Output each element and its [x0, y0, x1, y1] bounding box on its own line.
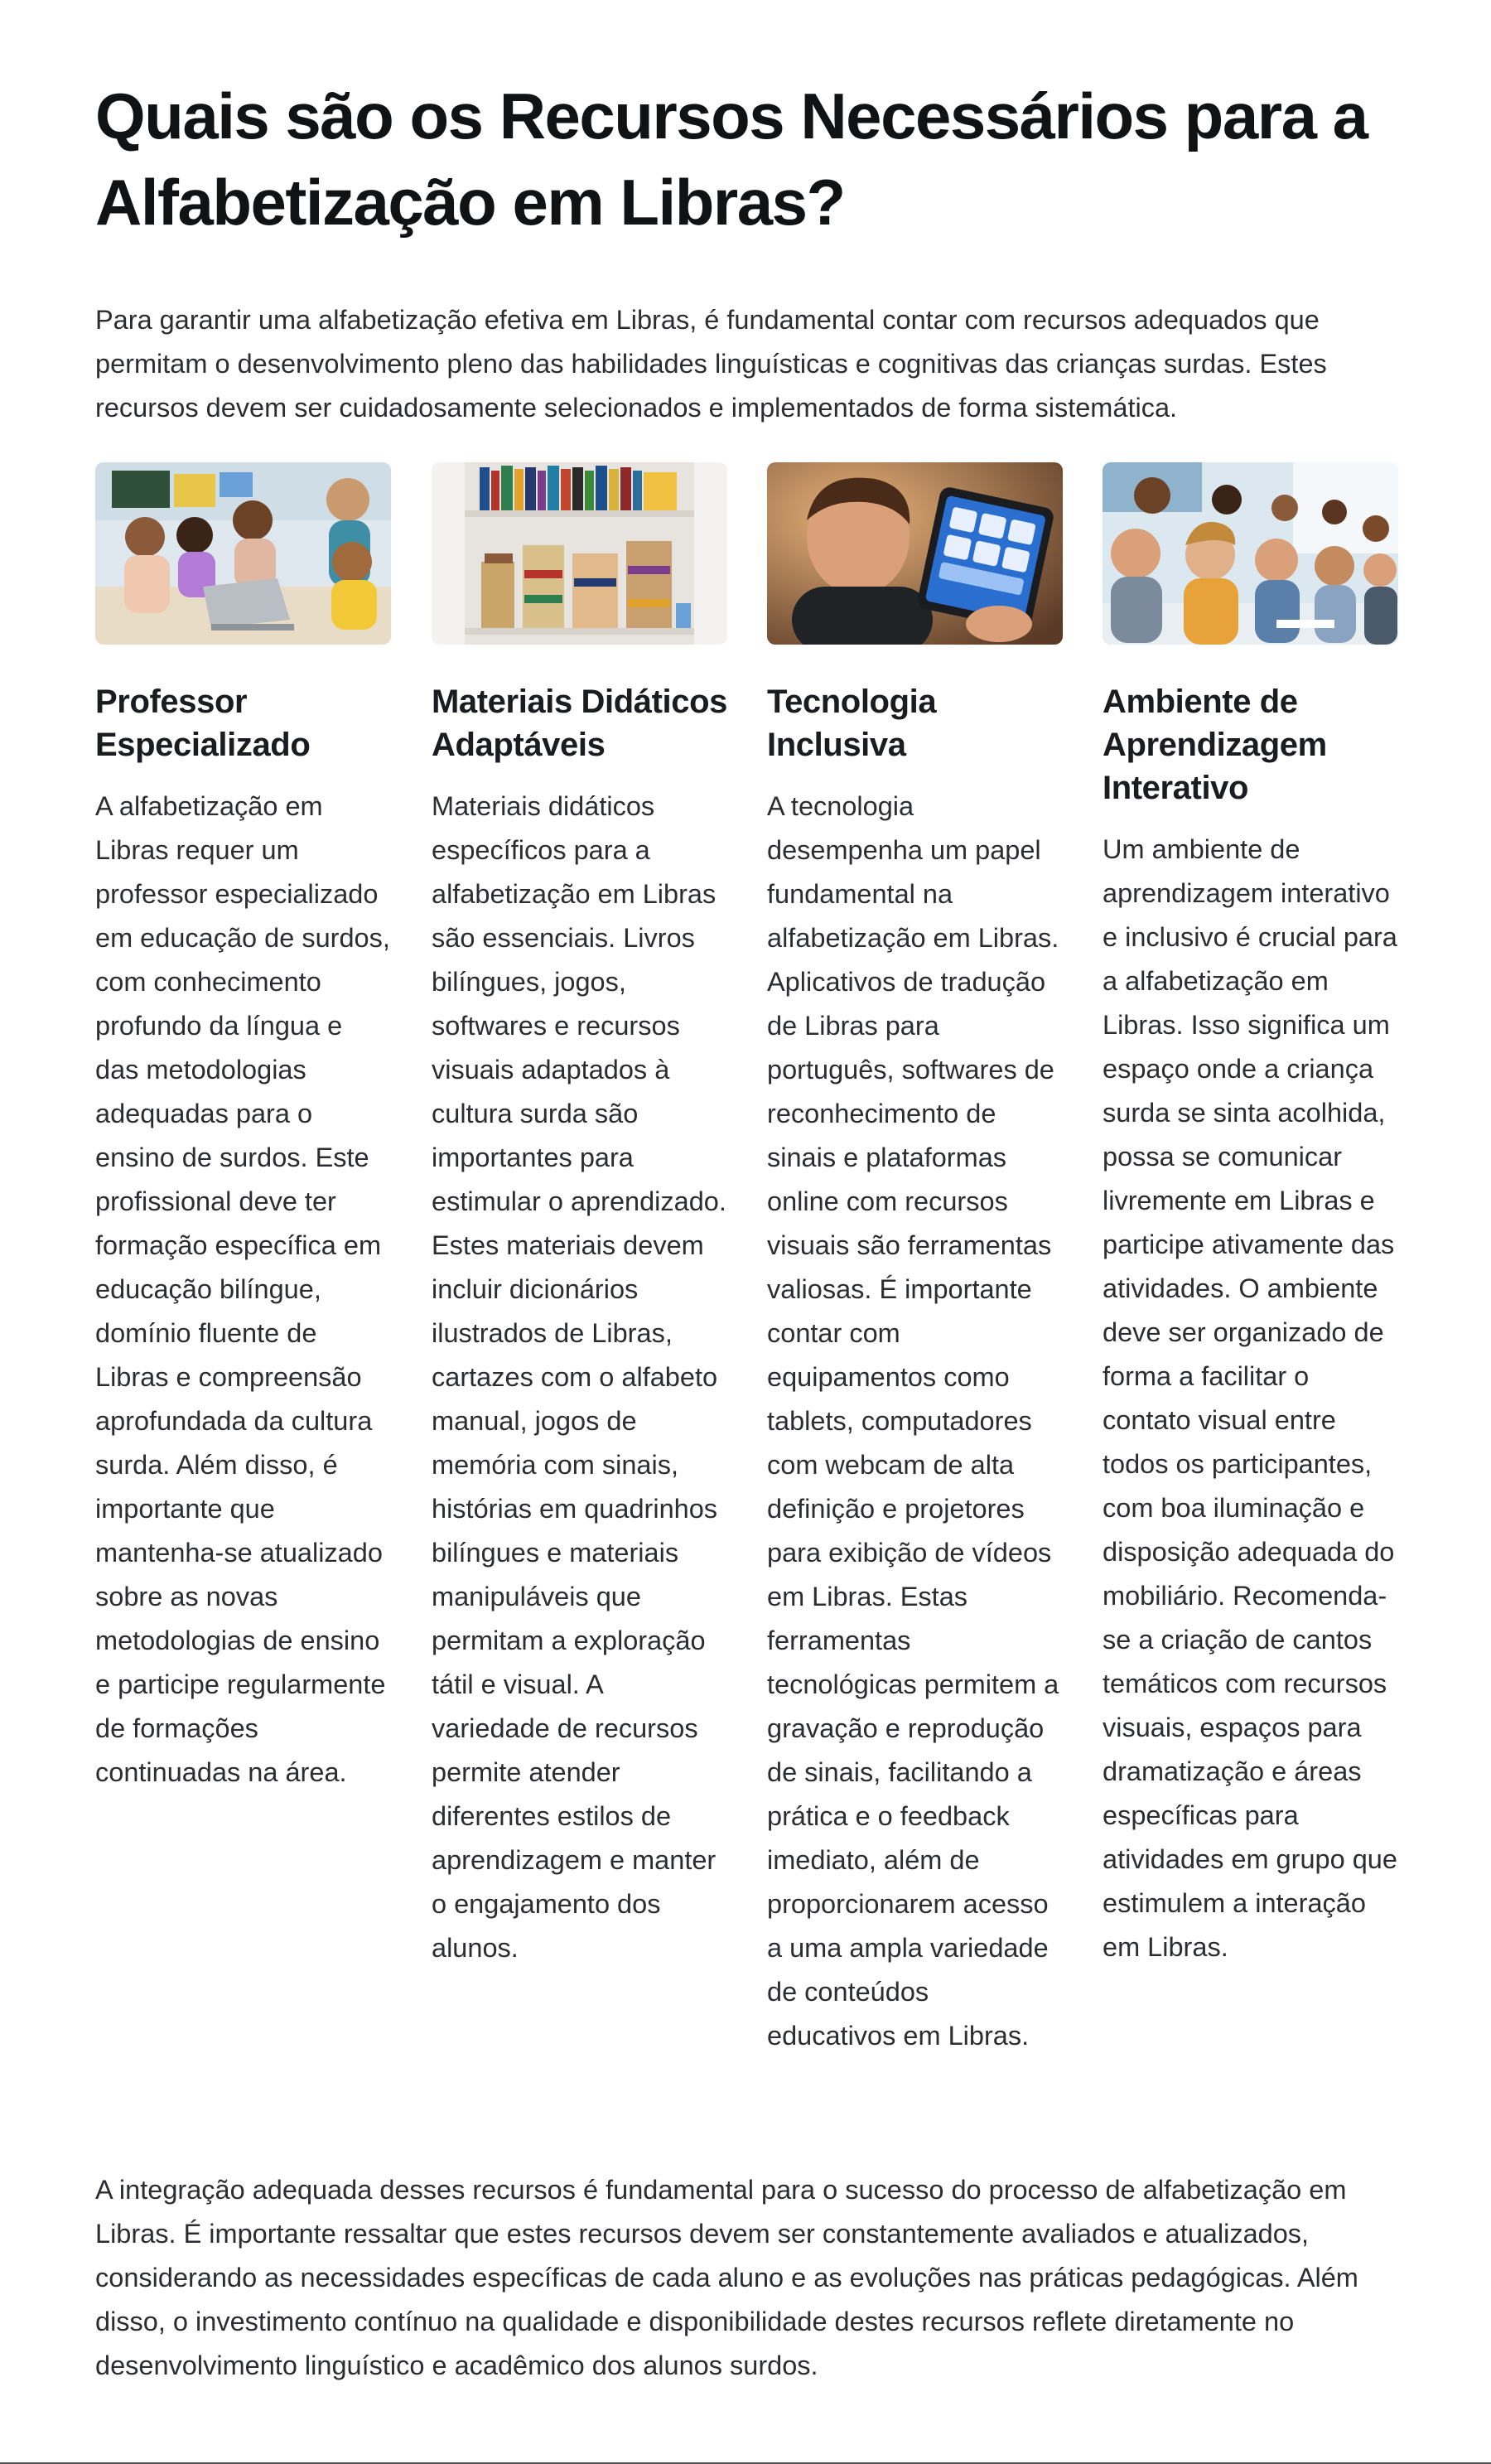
intro-paragraph: Para garantir uma alfabetização efetiva em Libras, é fundamental contar com recursos adequados que permitam o desenvolvimento pleno das habilidades linguísticas e cognitivas das crianças surdas. Estes recursos devem ser cuidadosamente selecionados e implementados de forma sistemática. [95, 305, 1327, 423]
resource-card-professor [95, 462, 391, 1795]
card-text: A tecnologia desempenha um papel fundamental na alfabetização em Libras. Aplicativos de tradução de Libras para português, softwares de reconhecimento de sinais e plataformas online com recursos visuais são ferramentas valiosas. É importante contar com equipamentos como tablets, computadores com webcam de alta definição e projetores para exibição de vídeos em Libras. Estas ferramentas tecnológicas permitem a gravação e reprodução de sinais, facilitando a prática e o feedback imediato, além de proporcionarem acesso a uma ampla variedade de conteúdos educativos em Libras. [767, 791, 1059, 2051]
photo-students-in-classroom [1103, 462, 1398, 645]
card-text: Materiais didáticos específicos para a alfabetização em Libras são essenciais. Livros bilíngues, jogos, softwares e recursos visuais adaptados à cultura surda são importantes para estimular o aprendizado. Estes materiais devem incluir dicionários ilustrados de Libras, cartazes com o alfabeto manual, jogos de memória com sinais, histórias em quadrinhos bilíngues e materiais manipuláveis que permitam a exploração tátil e visual. A variedade de recursos permite atender diferentes estilos de aprendizagem e manter o engajamento dos alunos. [432, 791, 726, 1963]
resource-card-environment [1103, 462, 1398, 1969]
card-text: A alfabetização em Libras requer um professor especializado em educação de surdos, com conhecimento profundo da língua e das metodologias adequadas para o ensino de surdos. Este profissional deve ter formação específica em educação bilíngue, domínio fluente de Libras e compreensão aprofundada da cultura surda. Além disso, é importante que mantenha-se atualizado sobre as novas metodologias de ensino e participe regularmente de formações continuadas na área. [95, 791, 390, 1787]
closing-paragraph: A integração adequada desses recursos é fundamental para o sucesso do processo de alfabetização em Libras. É importante ressaltar que estes recursos devem ser constantemente avaliados e atualizados, considerando as necessidades específicas de cada aluno e as evoluções nas práticas pedagógicas. Além disso, o investimento contínuo na qualidade e disponibilidade destes recursos reflete diretamente no desenvolvimento linguístico e acadêmico dos alunos surdos. [95, 2175, 1358, 2380]
resource-card-materials [432, 462, 727, 1970]
card-text: Um ambiente de aprendizagem interativo e inclusivo é crucial para a alfabetização em Libras. Isso significa um espaço onde a criança surda se sinta acolhida, possa se comunicar livremente em Libras e participe ativamente das atividades. O ambiente deve ser organizado de forma a facilitar o contato visual entre todos os participantes, com boa iluminação e disposição adequada do mobiliário. Recomenda-se a criação de cantos temáticos com recursos visuais, espaços para dramatização e áreas específicas para atividades em grupo que estimulem a interação em Libras. [1103, 834, 1397, 1962]
resource-card-technology [767, 462, 1063, 2058]
photo-classroom-children-teacher [95, 462, 391, 645]
card-title: Materiais Didáticos Adaptáveis [432, 684, 727, 763]
card-title: Professor Especializado [95, 684, 311, 763]
card-title: Ambiente de Aprendizagem Interativo [1103, 684, 1327, 806]
photo-bookshelf [432, 462, 727, 645]
card-title: Tecnologia Inclusiva [767, 684, 937, 763]
photo-child-with-tablet [767, 462, 1063, 645]
page-title: Quais são os Recursos Necessários para a Alfabetização em Libras? [95, 80, 1368, 239]
